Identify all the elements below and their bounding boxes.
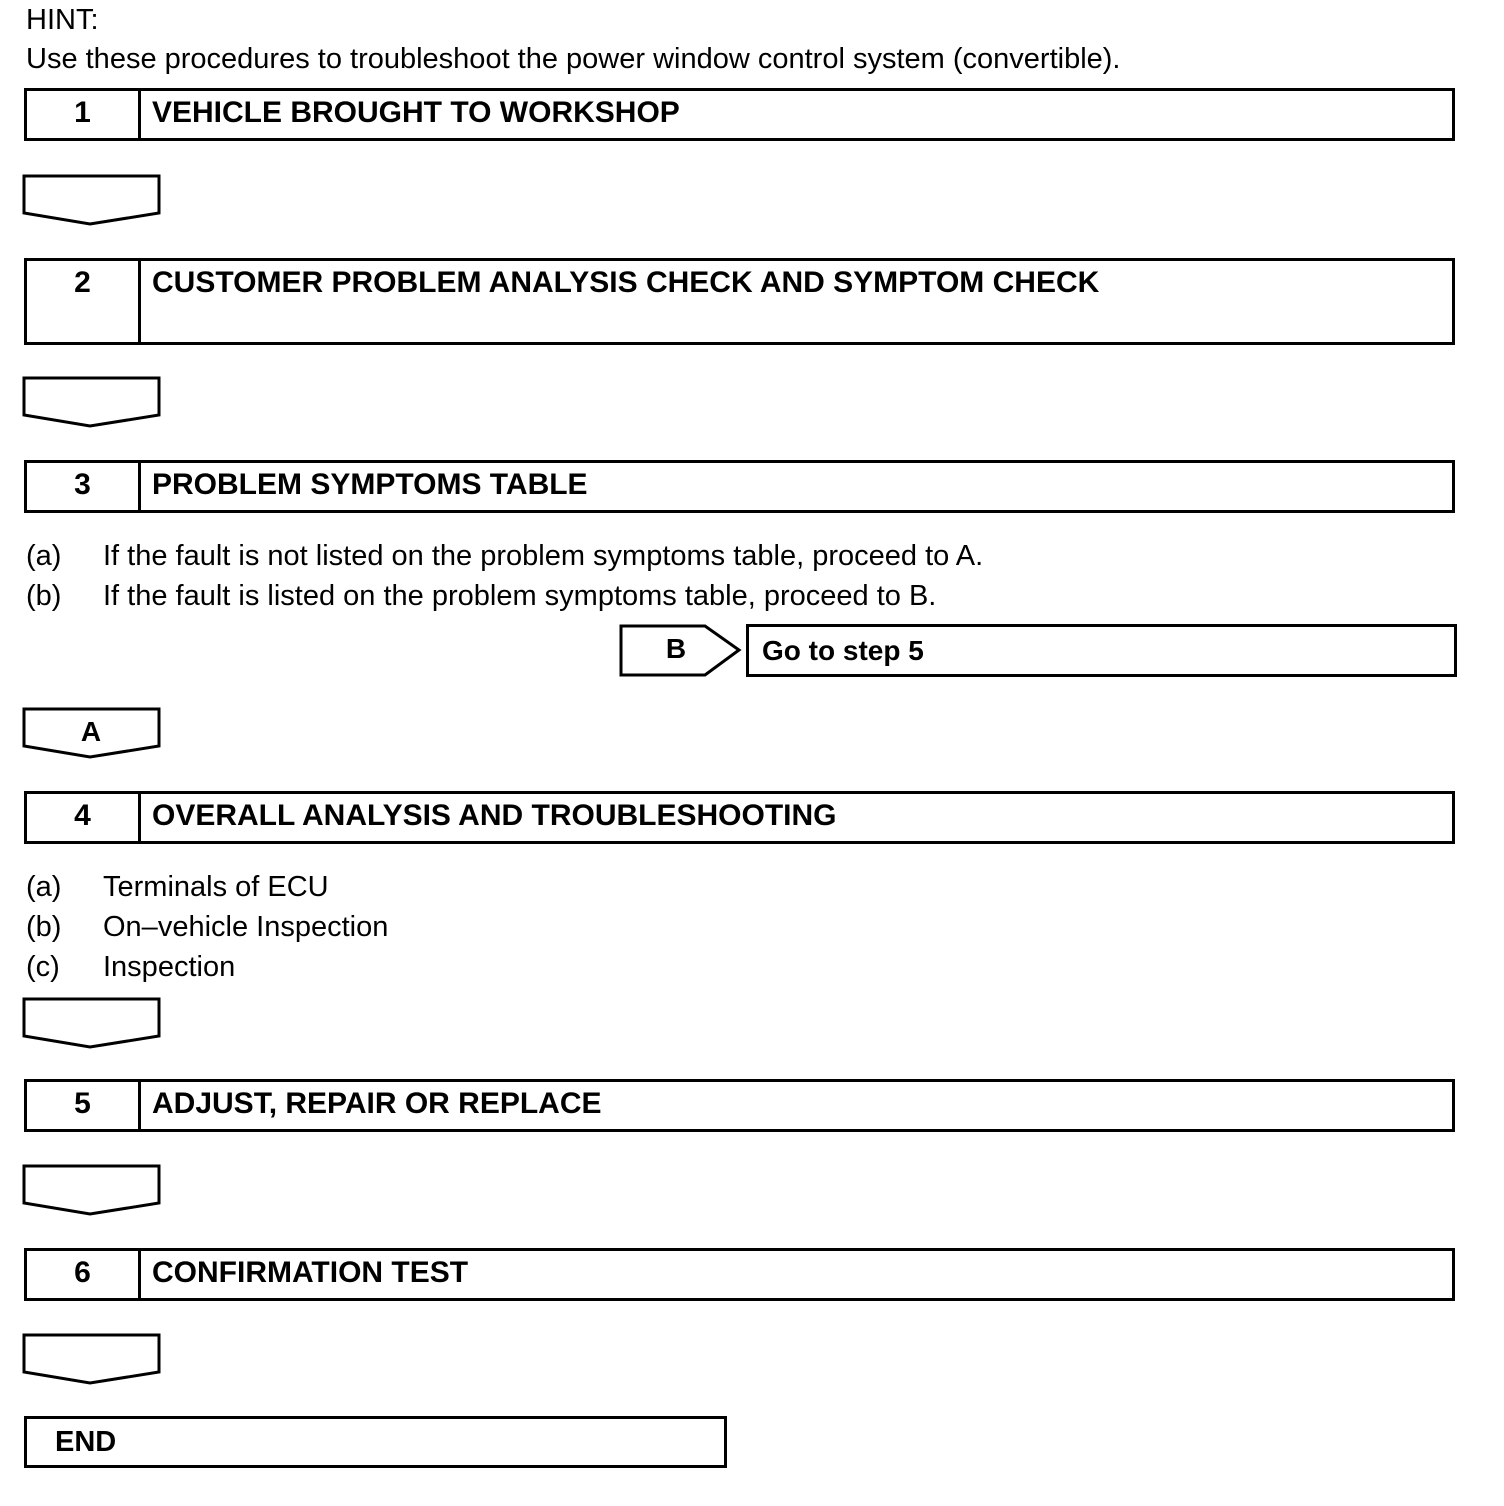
list-item-text: If the fault is listed on the problem symptoms table, proceed to B. [103,580,937,612]
step-number: 2 [27,261,141,342]
step-2-box [24,258,1455,345]
list-item-letter: (a) [26,871,62,903]
list-item-text: Terminals of ECU [103,871,329,903]
branch-label: B [665,633,687,664]
hint-text: Use these procedures to troubleshoot the power window control system (convertible). [26,43,1121,75]
step-number: 4 [27,794,141,841]
list-item-letter: (a) [26,540,62,572]
arrow-a-label: A [80,716,102,747]
step-title: CUSTOMER PROBLEM ANALYSIS CHECK AND SYMPTOM CHECK [152,266,1100,299]
step-6-box [24,1248,1455,1301]
step-number: 6 [27,1251,141,1298]
step-1-box [24,88,1455,141]
step-title: OVERALL ANALYSIS AND TROUBLESHOOTING [152,799,837,832]
list-item-text: Inspection [103,951,236,983]
down-arrow-icon [22,997,162,1049]
branch-target-text: Go to step 5 [762,635,924,666]
step-title: ADJUST, REPAIR OR REPLACE [152,1087,602,1120]
branch-target-box [746,624,1457,677]
end-box [24,1416,727,1468]
down-arrow-icon [22,174,162,226]
step-title: PROBLEM SYMPTOMS TABLE [152,468,588,501]
step-5-box [24,1079,1455,1132]
step-number: 5 [27,1082,141,1129]
step-number: 1 [27,91,141,138]
down-arrow-icon [22,1164,162,1216]
step-number: 3 [27,463,141,510]
list-item-text: If the fault is not listed on the problem symptoms table, proceed to A. [103,540,984,572]
step-4-box [24,791,1455,844]
list-item-letter: (b) [26,911,62,943]
list-item-letter: (b) [26,580,62,612]
down-arrow-icon [22,376,162,428]
step-title: CONFIRMATION TEST [152,1256,469,1289]
list-item-letter: (c) [26,951,60,983]
down-arrow-icon [22,1333,162,1385]
step-title: VEHICLE BROUGHT TO WORKSHOP [152,96,680,129]
list-item-text: On–vehicle Inspection [103,911,389,943]
end-label: END [55,1426,117,1458]
step-3-box [24,460,1455,513]
hint-label: HINT: [26,4,99,36]
